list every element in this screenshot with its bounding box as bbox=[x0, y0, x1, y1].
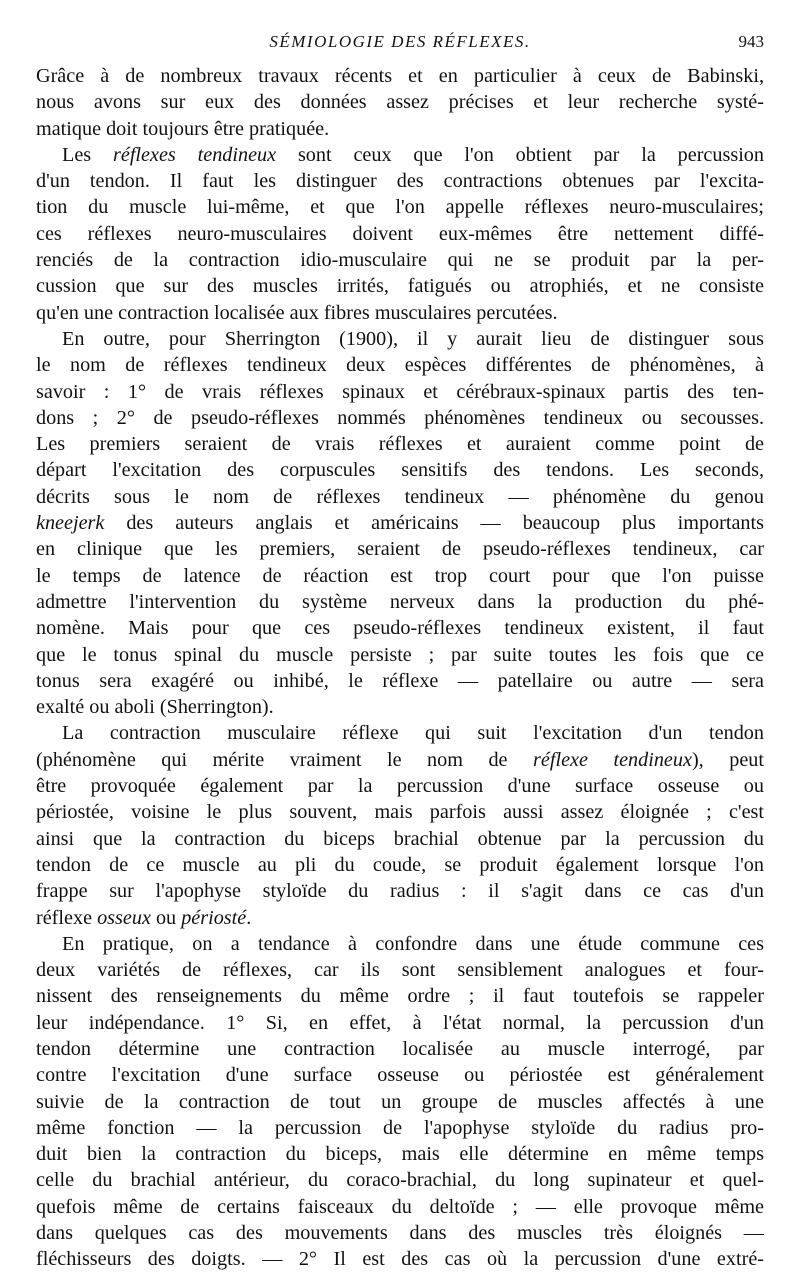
text-line bbox=[36, 1089, 764, 1115]
italic-text: osseux bbox=[97, 906, 151, 929]
text-line bbox=[36, 878, 764, 904]
text-segment: quefois même de certains faisceaux du deltoïde ; — elle provoque même bbox=[36, 1195, 764, 1218]
text-segment: qu'en une contraction localisée aux fibres musculaires percutées. bbox=[36, 301, 558, 324]
text-line bbox=[36, 379, 764, 405]
text-segment: Les premiers seraient de vrais réflexes et auraient comme point de bbox=[36, 433, 764, 456]
text-segment: savoir : 1° de vrais réflexes spinaux et cérébraux-spinaux partis des ten- bbox=[36, 380, 764, 403]
text-segment: contre l'excitation d'une surface osseuse ou périostée est généralement bbox=[36, 1064, 764, 1087]
text-segment: En outre, pour Sherrington (1900), il y aurait lieu de distinguer sous bbox=[62, 327, 764, 350]
text-segment: frappe sur l'apophyse styloïde du radius : il s'agit dans ce cas d'un bbox=[36, 880, 764, 903]
text-segment: En pratique, on a tendance à confondre dans une étude commune ces bbox=[62, 932, 764, 955]
text-line bbox=[36, 1010, 764, 1036]
text-line bbox=[36, 405, 764, 431]
text-segment: ou bbox=[150, 906, 182, 929]
text-segment: admettre l'intervention du système nerveux dans la production du phé- bbox=[36, 590, 764, 613]
text-segment: duit bien la contraction du biceps, mais elle détermine en même temps bbox=[36, 1143, 764, 1166]
text-line bbox=[36, 273, 764, 299]
text-segment: (phénomène qui mérite vraiment le nom de bbox=[36, 748, 534, 771]
text-line bbox=[36, 1036, 764, 1062]
text-line bbox=[36, 615, 764, 641]
text-line bbox=[36, 326, 764, 352]
text-segment: cussion que sur des muscles irrités, fatigués ou atrophiés, et ne consiste bbox=[36, 275, 764, 298]
text-line bbox=[36, 536, 764, 562]
text-segment: sont ceux que l'on obtient par la percussion bbox=[276, 143, 764, 166]
text-line bbox=[36, 221, 764, 247]
text-segment: périostée, voisine le plus souvent, mais parfois aussi assez éloignée ; c'est bbox=[36, 801, 764, 824]
text-line bbox=[36, 957, 764, 983]
text-line bbox=[36, 694, 764, 720]
text-line bbox=[36, 799, 764, 825]
italic-text: périosté bbox=[181, 906, 247, 929]
text-line bbox=[36, 431, 764, 457]
text-segment: nissent des renseignements du même ordre ; il faut toutefois se rappeler bbox=[36, 985, 764, 1008]
text-segment: dans quelques cas des mouvements dans des muscles très éloignés — bbox=[36, 1222, 764, 1245]
page-number: 943 bbox=[738, 32, 764, 51]
text-line bbox=[36, 116, 764, 142]
text-line bbox=[36, 300, 764, 326]
text-segment: d'un tendon. Il faut les distinguer des contractions obtenues par l'excita- bbox=[36, 170, 764, 193]
text-segment: ces réflexes neuro-musculaires doivent eux-mêmes être nettement diffé- bbox=[36, 222, 764, 245]
text-segment: renciés de la contraction idio-musculaire qui ne se produit par la per- bbox=[36, 249, 764, 272]
text-segment: que le tonus spinal du muscle persiste ; par suite toutes les fois que ce bbox=[36, 643, 764, 666]
text-line bbox=[36, 668, 764, 694]
text-segment: départ l'excitation des corpuscules sensitifs des tendons. Les seconds, bbox=[36, 459, 764, 482]
text-line bbox=[36, 1246, 764, 1272]
text-segment: nomène. Mais pour que ces pseudo-réflexes tendineux existent, il faut bbox=[36, 617, 764, 640]
text-line bbox=[36, 194, 764, 220]
text-line bbox=[36, 983, 764, 1009]
text-line bbox=[36, 852, 764, 878]
italic-text: réflexes tendineux bbox=[113, 143, 277, 166]
text-segment: Les bbox=[62, 143, 113, 166]
text-line bbox=[36, 773, 764, 799]
text-segment: ), peut bbox=[691, 748, 764, 771]
text-segment: tendon détermine une contraction localisée au muscle interrogé, par bbox=[36, 1037, 764, 1060]
text-line bbox=[36, 589, 764, 615]
text-segment: le temps de latence de réaction est trop court pour que l'on puisse bbox=[36, 564, 764, 587]
body-text bbox=[36, 63, 764, 1273]
header-title: SÉMIOLOGIE DES RÉFLEXES. bbox=[269, 32, 531, 51]
text-segment: La contraction musculaire réflexe qui suit l'excitation d'un tendon bbox=[62, 722, 764, 745]
text-segment: même fonction — la percussion de l'apophyse styloïde du radius pro- bbox=[36, 1116, 764, 1139]
text-line bbox=[36, 142, 764, 168]
text-segment: Grâce à de nombreux travaux récents et en particulier à ceux de Babinski, bbox=[36, 65, 764, 87]
text-segment: exalté ou aboli (Sherrington). bbox=[36, 696, 274, 719]
italic-text: réflexe tendineux bbox=[533, 748, 692, 771]
text-line bbox=[36, 510, 764, 536]
text-line bbox=[36, 720, 764, 746]
text-line bbox=[36, 168, 764, 194]
text-segment: . bbox=[246, 906, 252, 929]
text-segment: fléchisseurs des doigts. — 2° Il est des cas où la percussion d'une extré- bbox=[36, 1248, 764, 1271]
text-line bbox=[36, 1194, 764, 1220]
text-line bbox=[36, 484, 764, 510]
text-segment: être provoquée également par la percussion d'une surface osseuse ou bbox=[36, 775, 764, 798]
italic-text: kneejerk bbox=[36, 512, 105, 535]
text-segment: en clinique que les premiers, seraient de pseudo-réflexes tendineux, car bbox=[36, 538, 764, 561]
text-segment: tion du muscle lui-même, et que l'on appelle réflexes neuro-musculaires; bbox=[36, 196, 764, 219]
text-line bbox=[36, 63, 764, 89]
text-line bbox=[36, 931, 764, 957]
text-line bbox=[36, 1062, 764, 1088]
text-line bbox=[36, 642, 764, 668]
text-segment: deux variétés de réflexes, car ils sont sensiblement analogues et four- bbox=[36, 959, 764, 982]
text-line bbox=[36, 747, 764, 773]
running-header bbox=[36, 28, 764, 56]
text-line bbox=[36, 905, 764, 931]
text-segment: nous avons sur eux des données assez précises et leur recherche systé- bbox=[36, 91, 764, 114]
text-segment: tendon de ce muscle au pli du coude, se produit également lorsque l'on bbox=[36, 853, 764, 876]
text-segment: suivie de la contraction de tout un groupe de muscles affectés à une bbox=[36, 1090, 764, 1113]
text-line bbox=[36, 1115, 764, 1141]
text-line bbox=[36, 1167, 764, 1193]
text-line bbox=[36, 89, 764, 115]
text-segment: dons ; 2° de pseudo-réflexes nommés phénomènes tendineux ou secousses. bbox=[36, 406, 764, 429]
text-segment: matique doit toujours être pratiquée. bbox=[36, 117, 330, 140]
text-line bbox=[36, 1220, 764, 1246]
text-segment: le nom de réflexes tendineux deux espèces différentes de phénomènes, à bbox=[36, 354, 764, 377]
text-line bbox=[36, 563, 764, 589]
text-line bbox=[36, 826, 764, 852]
text-line bbox=[36, 1141, 764, 1167]
text-segment: tonus sera exagéré ou inhibé, le réflexe — patellaire ou autre — sera bbox=[36, 669, 764, 692]
text-line bbox=[36, 457, 764, 483]
text-segment: celle du brachial antérieur, du coraco-brachial, du long supinateur et quel- bbox=[36, 1169, 764, 1192]
text-line bbox=[36, 352, 764, 378]
text-segment: décrits sous le nom de réflexes tendineux — phénomène du genou bbox=[36, 485, 764, 508]
text-segment: leur indépendance. 1° Si, en effet, à l'état normal, la percussion d'un bbox=[36, 1011, 764, 1034]
text-line bbox=[36, 247, 764, 273]
text-segment: des auteurs anglais et américains — beaucoup plus importants bbox=[104, 512, 764, 535]
text-segment: ainsi que la contraction du biceps brachial obtenue par la percussion du bbox=[36, 827, 764, 850]
text-segment: réflexe bbox=[36, 906, 98, 929]
